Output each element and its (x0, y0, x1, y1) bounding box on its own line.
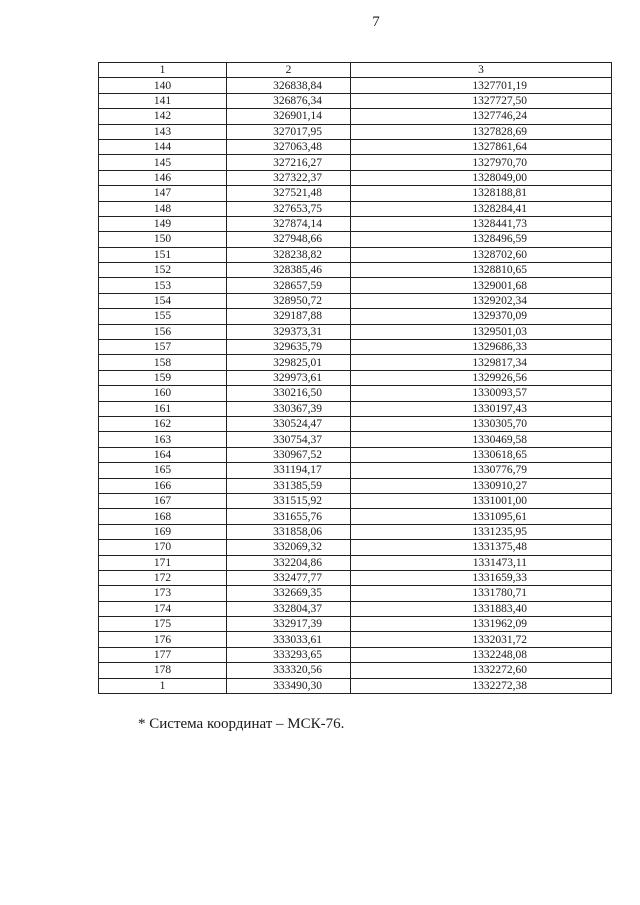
y-coordinate-cell: 1330093,57 (351, 386, 612, 401)
point-number-cell: 160 (99, 386, 227, 401)
y-coordinate-cell: 1328188,81 (351, 186, 612, 201)
y-coordinate-cell: 1331659,33 (351, 570, 612, 585)
x-coordinate-cell: 333490,30 (227, 678, 351, 693)
point-number-cell: 173 (99, 586, 227, 601)
table-row (99, 632, 612, 647)
y-coordinate-cell: 1332248,08 (351, 647, 612, 662)
y-coordinate-cell: 1332272,60 (351, 663, 612, 678)
y-coordinate-cell: 1329926,56 (351, 370, 612, 385)
y-coordinate-cell: 1329501,03 (351, 324, 612, 339)
y-coordinate-cell: 1329370,09 (351, 309, 612, 324)
point-number-cell: 149 (99, 216, 227, 231)
table-row (99, 247, 612, 262)
table-row (99, 432, 612, 447)
x-coordinate-cell: 328385,46 (227, 263, 351, 278)
table-row (99, 278, 612, 293)
y-coordinate-cell: 1331962,09 (351, 617, 612, 632)
table-row (99, 355, 612, 370)
table-row (99, 293, 612, 308)
x-coordinate-cell: 327063,48 (227, 139, 351, 154)
y-coordinate-cell: 1330197,43 (351, 401, 612, 416)
y-coordinate-cell: 1330910,27 (351, 478, 612, 493)
y-coordinate-cell: 1330305,70 (351, 416, 612, 431)
y-coordinate-cell: 1327970,70 (351, 155, 612, 170)
table-row (99, 370, 612, 385)
y-coordinate-cell: 1328049,00 (351, 170, 612, 185)
point-number-cell: 152 (99, 263, 227, 278)
table-row (99, 663, 612, 678)
x-coordinate-cell: 329373,31 (227, 324, 351, 339)
y-coordinate-cell: 1329001,68 (351, 278, 612, 293)
table-row (99, 586, 612, 601)
x-coordinate-cell: 332804,37 (227, 601, 351, 616)
point-number-cell: 171 (99, 555, 227, 570)
coordinates-table (98, 62, 612, 694)
table-row (99, 678, 612, 693)
y-coordinate-cell: 1332272,38 (351, 678, 612, 693)
point-number-cell: 150 (99, 232, 227, 247)
x-coordinate-cell: 333320,56 (227, 663, 351, 678)
table-row (99, 124, 612, 139)
point-number-cell: 161 (99, 401, 227, 416)
point-number-cell: 168 (99, 509, 227, 524)
x-coordinate-cell: 329187,88 (227, 309, 351, 324)
point-number-cell: 169 (99, 524, 227, 539)
column-header-1: 1 (99, 63, 227, 78)
table-row (99, 416, 612, 431)
y-coordinate-cell: 1330776,79 (351, 463, 612, 478)
y-coordinate-cell: 1329817,34 (351, 355, 612, 370)
y-coordinate-cell: 1328496,59 (351, 232, 612, 247)
point-number-cell: 143 (99, 124, 227, 139)
x-coordinate-cell: 330367,39 (227, 401, 351, 416)
x-coordinate-cell: 327322,37 (227, 170, 351, 185)
table-row (99, 170, 612, 185)
x-coordinate-cell: 327216,27 (227, 155, 351, 170)
y-coordinate-cell: 1327746,24 (351, 109, 612, 124)
column-header-2: 2 (227, 63, 351, 78)
point-number-cell: 1 (99, 678, 227, 693)
x-coordinate-cell: 326838,84 (227, 78, 351, 93)
x-coordinate-cell: 329825,01 (227, 355, 351, 370)
y-coordinate-cell: 1329202,34 (351, 293, 612, 308)
table-row (99, 263, 612, 278)
point-number-cell: 178 (99, 663, 227, 678)
point-number-cell: 146 (99, 170, 227, 185)
x-coordinate-cell: 329635,79 (227, 340, 351, 355)
y-coordinate-cell: 1328810,65 (351, 263, 612, 278)
x-coordinate-cell: 330216,50 (227, 386, 351, 401)
x-coordinate-cell: 327521,48 (227, 186, 351, 201)
y-coordinate-cell: 1331473,11 (351, 555, 612, 570)
point-number-cell: 153 (99, 278, 227, 293)
y-coordinate-cell: 1331780,71 (351, 586, 612, 601)
table-row (99, 232, 612, 247)
y-coordinate-cell: 1331375,48 (351, 540, 612, 555)
x-coordinate-cell: 331194,17 (227, 463, 351, 478)
x-coordinate-cell: 329973,61 (227, 370, 351, 385)
y-coordinate-cell: 1330469,58 (351, 432, 612, 447)
point-number-cell: 151 (99, 247, 227, 262)
point-number-cell: 172 (99, 570, 227, 585)
table-row (99, 93, 612, 108)
x-coordinate-cell: 326876,34 (227, 93, 351, 108)
y-coordinate-cell: 1328441,73 (351, 216, 612, 231)
y-coordinate-cell: 1327727,50 (351, 93, 612, 108)
page-number: 7 (372, 14, 380, 30)
table-row (99, 478, 612, 493)
y-coordinate-cell: 1331095,61 (351, 509, 612, 524)
y-coordinate-cell: 1327828,69 (351, 124, 612, 139)
x-coordinate-cell: 332204,86 (227, 555, 351, 570)
x-coordinate-cell: 332069,32 (227, 540, 351, 555)
x-coordinate-cell: 328950,72 (227, 293, 351, 308)
point-number-cell: 155 (99, 309, 227, 324)
x-coordinate-cell: 328238,82 (227, 247, 351, 262)
point-number-cell: 140 (99, 78, 227, 93)
table-row (99, 540, 612, 555)
table-row (99, 401, 612, 416)
table-row (99, 617, 612, 632)
y-coordinate-cell: 1327861,64 (351, 139, 612, 154)
y-coordinate-cell: 1328284,41 (351, 201, 612, 216)
x-coordinate-cell: 333293,65 (227, 647, 351, 662)
point-number-cell: 156 (99, 324, 227, 339)
x-coordinate-cell: 331858,06 (227, 524, 351, 539)
y-coordinate-cell: 1331883,40 (351, 601, 612, 616)
point-number-cell: 175 (99, 617, 227, 632)
table-row (99, 155, 612, 170)
x-coordinate-cell: 332917,39 (227, 617, 351, 632)
point-number-cell: 154 (99, 293, 227, 308)
x-coordinate-cell: 327948,66 (227, 232, 351, 247)
table-row (99, 186, 612, 201)
point-number-cell: 167 (99, 493, 227, 508)
table-header-row (99, 63, 612, 78)
table-row (99, 201, 612, 216)
table-row (99, 340, 612, 355)
y-coordinate-cell: 1331001,00 (351, 493, 612, 508)
x-coordinate-cell: 327653,75 (227, 201, 351, 216)
x-coordinate-cell: 331515,92 (227, 493, 351, 508)
table-row (99, 647, 612, 662)
table-row (99, 601, 612, 616)
y-coordinate-cell: 1330618,65 (351, 447, 612, 462)
point-number-cell: 177 (99, 647, 227, 662)
point-number-cell: 174 (99, 601, 227, 616)
point-number-cell: 147 (99, 186, 227, 201)
table-row (99, 555, 612, 570)
point-number-cell: 158 (99, 355, 227, 370)
x-coordinate-cell: 332477,77 (227, 570, 351, 585)
point-number-cell: 157 (99, 340, 227, 355)
table-row (99, 524, 612, 539)
table-row (99, 324, 612, 339)
point-number-cell: 170 (99, 540, 227, 555)
x-coordinate-cell: 327017,95 (227, 124, 351, 139)
point-number-cell: 166 (99, 478, 227, 493)
x-coordinate-cell: 330754,37 (227, 432, 351, 447)
point-number-cell: 145 (99, 155, 227, 170)
x-coordinate-cell: 332669,35 (227, 586, 351, 601)
table-row (99, 493, 612, 508)
table-row (99, 139, 612, 154)
table-body (99, 78, 612, 694)
table-row (99, 78, 612, 93)
point-number-cell: 141 (99, 93, 227, 108)
coordinate-system-footnote: * Система координат – МСК-76. (138, 716, 345, 732)
point-number-cell: 164 (99, 447, 227, 462)
column-header-3: 3 (351, 63, 612, 78)
table-row (99, 309, 612, 324)
y-coordinate-cell: 1332031,72 (351, 632, 612, 647)
x-coordinate-cell: 330967,52 (227, 447, 351, 462)
x-coordinate-cell: 328657,59 (227, 278, 351, 293)
x-coordinate-cell: 327874,14 (227, 216, 351, 231)
point-number-cell: 144 (99, 139, 227, 154)
point-number-cell: 162 (99, 416, 227, 431)
point-number-cell: 165 (99, 463, 227, 478)
x-coordinate-cell: 331385,59 (227, 478, 351, 493)
table-row (99, 447, 612, 462)
point-number-cell: 176 (99, 632, 227, 647)
point-number-cell: 163 (99, 432, 227, 447)
table-row (99, 463, 612, 478)
table-row (99, 509, 612, 524)
x-coordinate-cell: 331655,76 (227, 509, 351, 524)
table-row (99, 109, 612, 124)
table-row (99, 216, 612, 231)
table-row (99, 386, 612, 401)
y-coordinate-cell: 1329686,33 (351, 340, 612, 355)
x-coordinate-cell: 333033,61 (227, 632, 351, 647)
table-row (99, 570, 612, 585)
point-number-cell: 159 (99, 370, 227, 385)
y-coordinate-cell: 1328702,60 (351, 247, 612, 262)
y-coordinate-cell: 1327701,19 (351, 78, 612, 93)
x-coordinate-cell: 330524,47 (227, 416, 351, 431)
y-coordinate-cell: 1331235,95 (351, 524, 612, 539)
point-number-cell: 142 (99, 109, 227, 124)
point-number-cell: 148 (99, 201, 227, 216)
x-coordinate-cell: 326901,14 (227, 109, 351, 124)
